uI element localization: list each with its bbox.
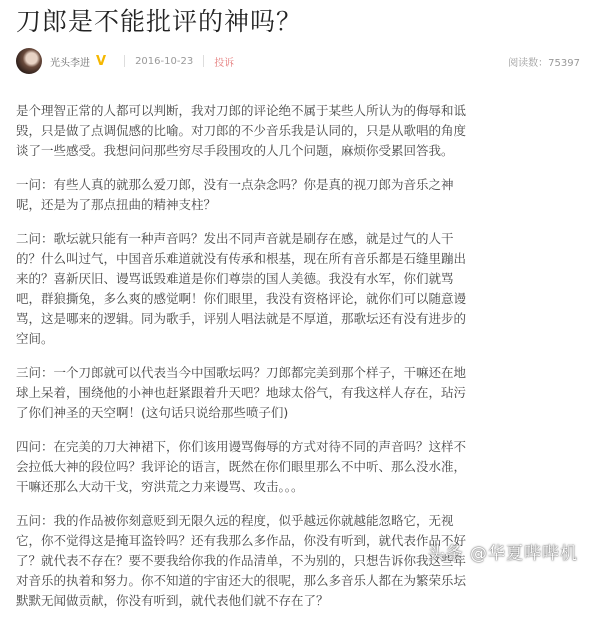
paragraph-question-1: 一问：有些人真的就那么爱刀郎，没有一点杂念吗？你是真的视刀郎为音乐之神呢，还是为了那点扭曲的精神支柱？ <box>16 177 454 212</box>
author-name[interactable]: 光头李进 <box>50 57 90 69</box>
paragraph-intro: 是个理智正常的人都可以判断，我对刀郎的评论绝不属于某些人所认为的侮辱和诋毁，只是做了点调侃感的比喻。对刀郎的不少音乐我是认同的，只是从歌唱的角度谈了一些感受。我想问问那些穷尽手段围攻的人几个问题，麻烦你受累回答我。 <box>16 103 467 158</box>
verified-icon: V <box>96 53 107 69</box>
paragraph-question-2: 二问：歌坛就只能有一种声音吗？发出不同声音就是刷存在感，就是过气的人干的？什么叫过气，中国音乐难道就没有传承和根基，现在所有音乐都是石缝里蹦出来的？喜新厌旧、谩骂诋毁难道是你们尊崇的国人美德。我没有水军，你们就骂吧，群狼撕兔，多么爽的感觉啊！你们眼里，我没有资格评论，就你们可以随意谩骂，这是哪来的逻辑。同为歌手，评别人唱法就是不厚道，那歌坛还有没有进步的空间。 <box>16 231 467 346</box>
paragraph-question-3: 三问：一个刀郎就可以代表当今中国歌坛吗？刀郎都完美到那个样子，干嘛还在地球上呆着，围绕他的小神也赶紧跟着升天吧？地球太俗气，有我这样人存在，玷污了你们神圣的天空啊！(这句话只说给那些喷子们) <box>16 365 467 420</box>
article-body <box>16 101 476 625</box>
publish-date: 2016-10-23 <box>135 55 194 67</box>
report-link[interactable]: 投诉 <box>214 57 235 69</box>
divider <box>203 55 204 67</box>
paragraph-question-5: 五问：我的作品被你刻意贬到无限久远的程度，似乎越远你就越能忽略它，无视它，你不觉得这是掩耳盗铃吗？还有我那么多作品，你没有听到，就代表作品不好了？就代表不存在？要不要我给你我的作品清单，不为别的，只想告诉你我这些年对音乐的执着和努力。你不知道的宇宙还大的很呢，那么多音乐人都在为繁荣乐坛默默无闻做贡献，你没有听到，就代表他们就不存在了？ <box>16 513 467 608</box>
divider <box>124 55 125 67</box>
author-avatar[interactable] <box>16 48 42 74</box>
source-watermark: 头条 @华夏哔哔机 <box>427 544 578 564</box>
paragraph-question-4: 四问：在完美的刀大神裙下，你们该用谩骂侮辱的方式对待不同的声音吗？这样不会拉低大神的段位吗？我评论的语言，既然在你们眼里那么不中听、那么没水准，干嘛还那么大动干戈，穷洪荒之力来谩骂、攻击。。。 <box>16 439 467 494</box>
read-count: 阅读数：75397 <box>508 57 580 69</box>
article-meta <box>16 48 588 74</box>
article-title: 刀郎是不能批评的神吗？ <box>16 7 303 36</box>
